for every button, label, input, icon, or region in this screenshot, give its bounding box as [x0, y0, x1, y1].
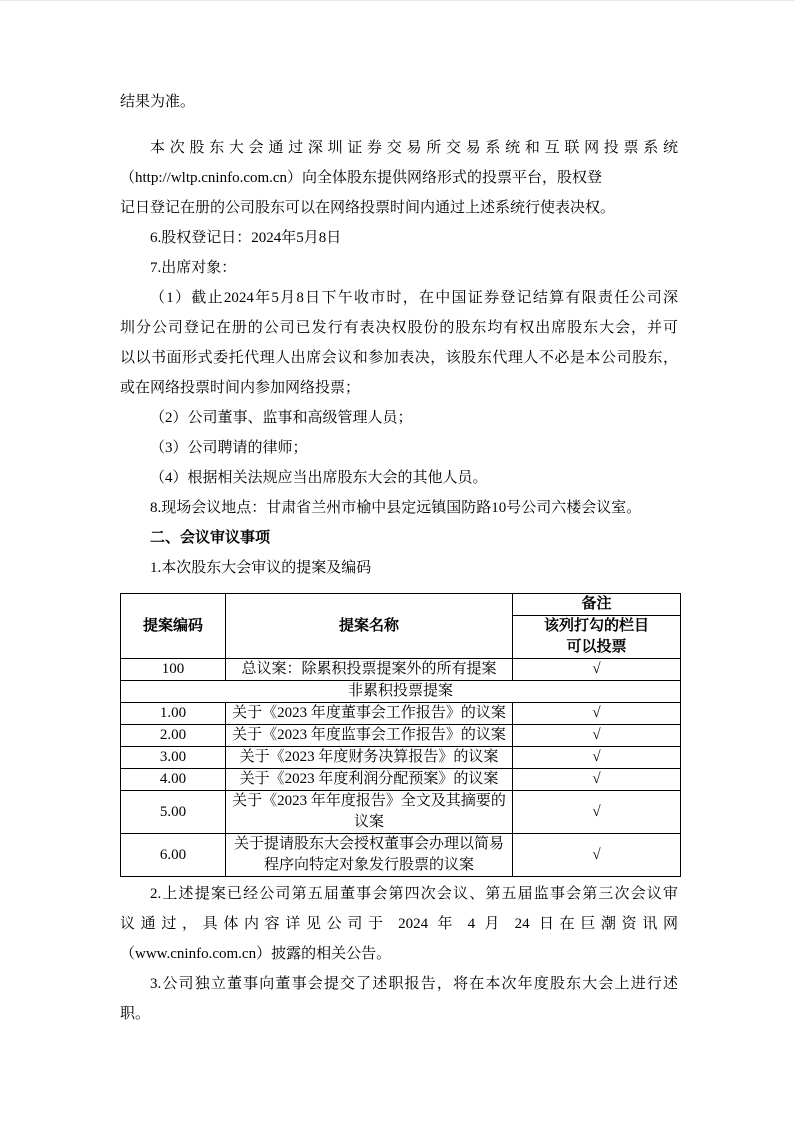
- vote-check-cell: √: [513, 747, 681, 769]
- vote-check-cell: √: [513, 703, 681, 725]
- col-header-proposal-code: 提案编码: [121, 594, 226, 659]
- proposal-code-cell: 3.00: [121, 747, 226, 769]
- line-proposals-approval-b: 议通过，具体内容详见公司于 2024 年 4 月 24 日在巨潮资讯网: [120, 916, 678, 932]
- line-attendee-item-1d: 或在网络投票时间内参加网络投票；: [120, 380, 361, 396]
- vote-check-cell: √: [513, 791, 681, 834]
- line-voting-platform-url: （http://wltp.cninfo.com.cn）向全体股东提供网络形式的投票平台，股权登: [120, 170, 603, 186]
- line-result-basis: 结果为准。: [120, 94, 196, 110]
- col-header-note: 备注: [513, 594, 681, 616]
- line-attendee-item-3: （3）公司聘请的律师；: [150, 440, 308, 456]
- line-attendee-item-1a: （1）截止2024年5月8日下午收市时，在中国证券登记结算有限责任公司深: [150, 290, 678, 306]
- proposal-code-cell: 1.00: [121, 703, 226, 725]
- proposal-name-cell: 关于《2023 年度利润分配预案》的议案: [226, 769, 513, 791]
- note-subtitle-line2: 可以投票: [566, 639, 627, 655]
- line-attendee-item-1b: 圳分公司登记在册的公司已发行有表决权股份的股东均有权出席股东大会，并可: [120, 320, 678, 336]
- proposal-code-cell: 4.00: [121, 769, 226, 791]
- section-row-cell: 非累积投票提案: [121, 681, 681, 703]
- proposals-table: [120, 593, 681, 877]
- proposal-name-cell: 关于《2023 年度财务决算报告》的议案: [226, 747, 513, 769]
- proposal-name-cell: 总议案：除累积投票提案外的所有提案: [226, 659, 513, 681]
- line-proposals-approval-c: （www.cninfo.com.cn）披露的相关公告。: [120, 946, 392, 962]
- line-attendee-item-1c: 以以书面形式委托代理人出席会议和参加表决，该股东代理人不必是本公司股东，: [120, 350, 678, 366]
- proposal-name-cell: 关于《2023 年度监事会工作报告》的议案: [226, 725, 513, 747]
- vote-check-cell: √: [513, 659, 681, 681]
- table-row-proposal-4: [121, 769, 681, 791]
- line-voting-system-intro: 本次股东大会通过深圳证券交易所交易系统和互联网投票系统: [150, 140, 678, 156]
- col-header-note-subtitle: [513, 616, 681, 659]
- proposal-code-cell: 5.00: [121, 791, 226, 834]
- proposal-code-cell: 2.00: [121, 725, 226, 747]
- line-meeting-venue: 8.现场会议地点：甘肃省兰州市榆中县定远镇国防路10号公司六楼会议室。: [150, 500, 642, 516]
- proposal-code-cell: 100: [121, 659, 226, 681]
- line-independent-director-a: 3.公司独立董事向董事会提交了述职报告，将在本次年度股东大会上进行述: [150, 976, 678, 992]
- table-row-proposal-6: [121, 834, 681, 877]
- proposal-name-cell: 关于《2023 年度董事会工作报告》的议案: [226, 703, 513, 725]
- note-subtitle-line1: 该列打勾的栏目: [543, 618, 649, 634]
- vote-check-cell: √: [513, 769, 681, 791]
- line-record-date: 6.股权登记日：2024年5月8日: [150, 230, 342, 246]
- table-row-proposal-2: [121, 725, 681, 747]
- proposal-code-cell: 6.00: [121, 834, 226, 877]
- line-attendee-item-2: （2）公司董事、监事和高级管理人员；: [150, 410, 413, 426]
- col-header-proposal-name: 提案名称: [226, 594, 513, 659]
- line-registration-voting-rights: 记日登记在册的公司股东可以在网络投票时间内通过上述系统行使表决权。: [120, 200, 616, 216]
- line-independent-director-b: 职。: [120, 1006, 151, 1022]
- proposal-name-cell: 关于《2023 年年度报告》全文及其摘要的议案: [226, 791, 513, 834]
- table-row-section: [121, 681, 681, 703]
- line-proposals-approval-a: 2.上述提案已经公司第五届董事会第四次会议、第五届监事会第三次会议审: [150, 886, 678, 902]
- section-heading-review-matters: 二、会议审议事项: [150, 530, 271, 546]
- document-content: [120, 87, 678, 1029]
- line-attendee-item-4: （4）根据相关法规应当出席股东大会的其他人员。: [150, 470, 488, 486]
- vote-check-cell: √: [513, 725, 681, 747]
- line-attendees-heading: 7.出席对象：: [150, 260, 237, 276]
- table-row-proposal-3: [121, 747, 681, 769]
- table-row-proposal-5: [121, 791, 681, 834]
- proposal-name-cell: 关于提请股东大会授权董事会办理以简易程序向特定对象发行股票的议案: [226, 834, 513, 877]
- table-row-general-proposal: [121, 659, 681, 681]
- vote-check-cell: √: [513, 834, 681, 877]
- line-proposals-intro: 1.本次股东大会审议的提案及编码: [150, 560, 372, 576]
- table-row-proposal-1: [121, 703, 681, 725]
